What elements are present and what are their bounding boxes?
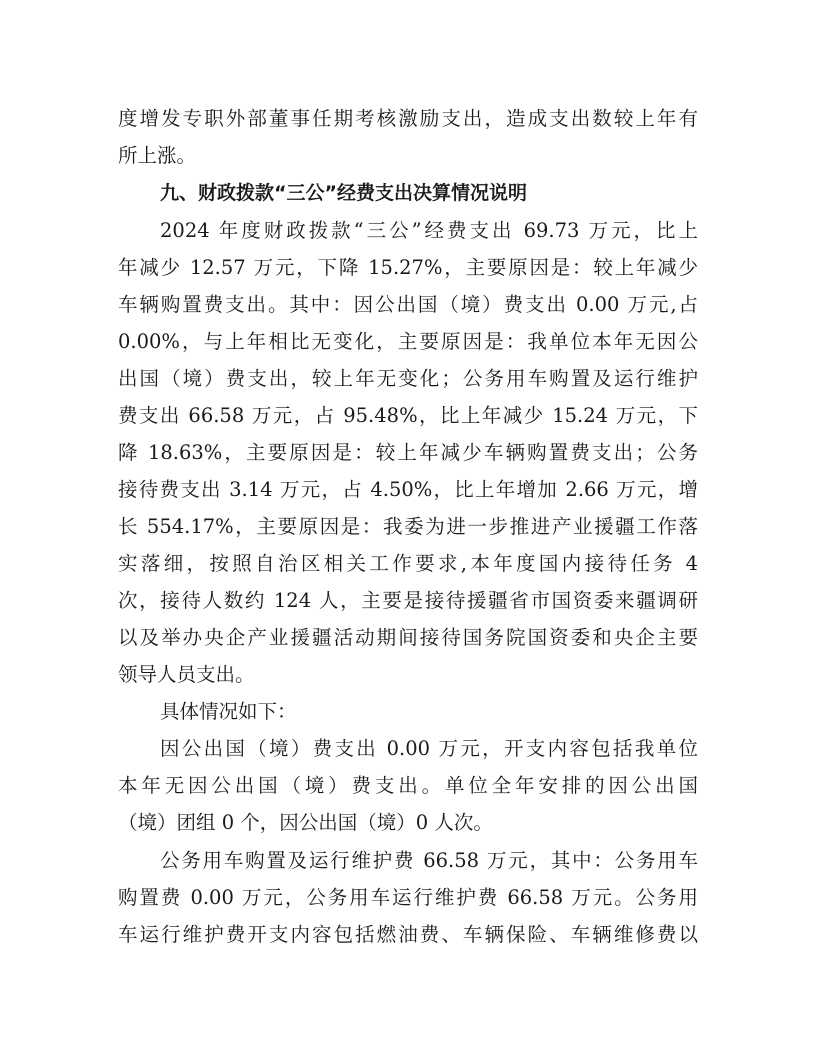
body-text-line: 具体情况如下： bbox=[160, 700, 297, 723]
body-text-line: 车运行维护费开支内容包括燃油费、车辆保险、车辆维修费以 bbox=[118, 923, 698, 946]
body-text-line: 实落细，按照自治区相关工作要求,本年度国内接待任务 4 bbox=[118, 552, 698, 575]
body-text-line: 购置费 0.00 万元，公务用车运行维护费 66.58 万元。公务用 bbox=[118, 886, 698, 909]
body-text-line: 长 554.17%，主要原因是：我委为进一步推进产业援疆工作落 bbox=[118, 515, 698, 538]
body-text-line: 费支出 66.58 万元，占 95.48%，比上年减少 15.24 万元，下 bbox=[118, 404, 698, 427]
body-text-line: 度增发专职外部董事任期考核激励支出，造成支出数较上年有 bbox=[118, 107, 698, 130]
body-text-line: 年减少 12.57 万元，下降 15.27%，主要原因是：较上年减少 bbox=[118, 256, 698, 279]
body-text-line: 所上涨。 bbox=[118, 144, 197, 167]
body-text-line: 出国（境）费支出，较上年无变化；公务用车购置及运行维护 bbox=[118, 367, 698, 390]
body-text-line: 车辆购置费支出。其中：因公出国（境）费支出 0.00 万元,占 bbox=[118, 293, 698, 316]
body-text-line: 次，接待人数约 124 人，主要是接待援疆省市国资委来疆调研 bbox=[118, 589, 698, 612]
body-text-line: （境）团组 0 个，因公出国（境）0 人次。 bbox=[118, 811, 493, 834]
body-text-line: 公务用车购置及运行维护费 66.58 万元，其中：公务用车 bbox=[160, 849, 698, 872]
body-text-line: 2024 年度财政拨款“三公”经费支出 69.73 万元，比上 bbox=[160, 219, 698, 242]
body-text-line: 本年无因公出国（境）费支出。单位全年安排的因公出国 bbox=[118, 774, 698, 797]
body-text-line: 降 18.63%，主要原因是：较上年减少车辆购置费支出；公务 bbox=[118, 441, 698, 464]
body-text-line: 接待费支出 3.14 万元，占 4.50%，比上年增加 2.66 万元，增 bbox=[118, 478, 698, 501]
body-text-line: 0.00%，与上年相比无变化，主要原因是：我单位本年无因公 bbox=[118, 330, 698, 353]
body-text-line: 以及举办央企产业援疆活动期间接待国务院国资委和央企主要 bbox=[118, 626, 698, 649]
section-heading: 九、财政拨款“三公”经费支出决算情况说明 bbox=[160, 182, 527, 204]
body-text-line: 领导人员支出。 bbox=[118, 663, 255, 686]
body-text-line: 因公出国（境）费支出 0.00 万元，开支内容包括我单位 bbox=[160, 737, 698, 760]
